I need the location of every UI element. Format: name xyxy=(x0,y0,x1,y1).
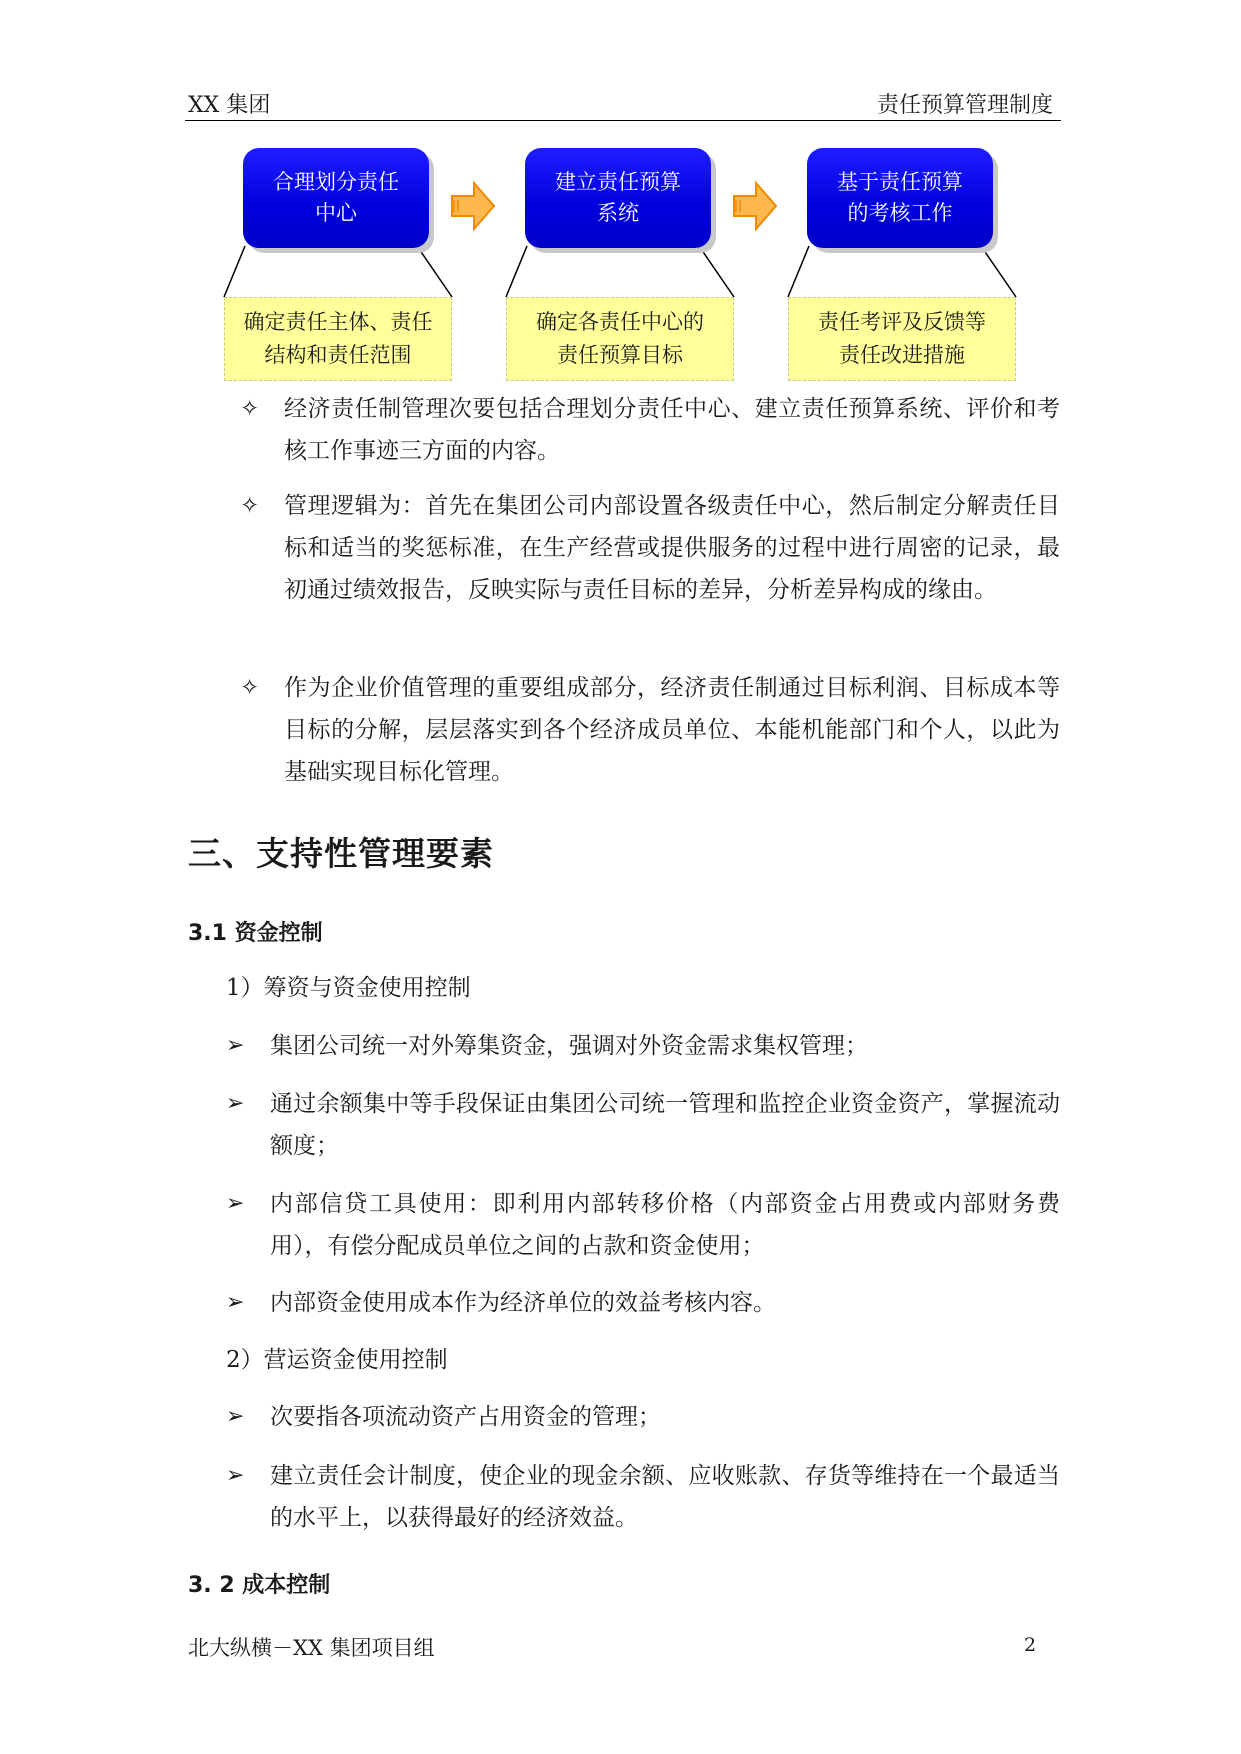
arrow-bullet-icon: ➢ xyxy=(226,1033,245,1058)
arrow-bullet-icon: ➢ xyxy=(226,1091,245,1116)
list-item-text: 建立责任会计制度，使企业的现金余额、应收账款、存货等维持在一个最适当的水平上，以获得最好的经济效益。 xyxy=(270,1463,1060,1531)
flow-step-1-box: 合理划分责任 中心 xyxy=(243,148,429,248)
bullet-text: 管理逻辑为：首先在集团公司内部设置各级责任中心，然后制定分解责任目标和适当的奖惩标准，在生产经营或提供服务的过程中进行周密的记录，最初通过绩效报告，反映实际与责任目标的差异，分析差异构成的缘由。 xyxy=(284,493,1060,603)
arrow-bullet-icon: ➢ xyxy=(226,1191,245,1216)
list-item-text: 内部信贷工具使用：即利用内部转移价格（内部资金占用费或内部财务费用），有偿分配成员单位之间的占款和资金使用； xyxy=(270,1191,1060,1259)
list-item-text: 内部资金使用成本作为经济单位的效益考核内容。 xyxy=(270,1290,776,1316)
bullet-text: 作为企业价值管理的重要组成部分，经济责任制通过目标利润、目标成本等目标的分解，层层落实到各个经济成员单位、本能机能部门和个人，以此为基础实现目标化管理。 xyxy=(284,675,1060,785)
list-item xyxy=(226,1282,1060,1324)
list-item xyxy=(226,1455,1060,1539)
subsection-heading-3-1: 3.1 资金控制 xyxy=(188,921,323,946)
flow-step-2-note: 确定各责任中心的 责任预算目标 xyxy=(506,297,734,381)
bullet-star-icon: ✧ xyxy=(240,396,260,422)
list-item xyxy=(226,1396,1060,1438)
list-item-text: 次要指各项流动资产占用资金的管理； xyxy=(270,1404,661,1430)
flow-step-1-note: 确定责任主体、责任 结构和责任范围 xyxy=(224,297,452,381)
footer-project: 北大纵横－XX 集团项目组 xyxy=(188,1636,435,1660)
bullet-star-icon: ✧ xyxy=(240,493,260,519)
list-item-text: 通过余额集中等手段保证由集团公司统一管理和监控企业资金资产，掌握流动额度； xyxy=(270,1091,1060,1159)
flow-step-3-note: 责任考评及反馈等 责任改进措施 xyxy=(788,297,1016,381)
part-1-title: 1）筹资与资金使用控制 xyxy=(226,975,471,1001)
right-arrow-icon xyxy=(732,180,778,232)
bullet-item xyxy=(240,388,1060,472)
arrow-bullet-icon: ➢ xyxy=(226,1463,245,1488)
header-doc-title: 责任预算管理制度 xyxy=(876,93,1053,118)
list-item xyxy=(226,1083,1060,1167)
page-number: 2 xyxy=(1024,1634,1037,1656)
header-divider xyxy=(185,120,1061,121)
arrow-bullet-icon: ➢ xyxy=(226,1290,245,1315)
header-company: XX 集团 xyxy=(188,93,271,118)
part-2-title: 2）营运资金使用控制 xyxy=(226,1347,448,1373)
bullet-star-icon: ✧ xyxy=(240,675,260,701)
right-arrow-icon xyxy=(450,180,496,232)
flow-step-2-box: 建立责任预算 系统 xyxy=(525,148,711,248)
list-item xyxy=(226,1025,1060,1067)
arrow-bullet-icon: ➢ xyxy=(226,1404,245,1429)
list-item xyxy=(226,1183,1060,1267)
bullet-item xyxy=(240,667,1060,793)
subsection-heading-3-2: 3. 2 成本控制 xyxy=(188,1573,331,1598)
flow-step-3-box: 基于责任预算 的考核工作 xyxy=(807,148,993,248)
bullet-item xyxy=(240,485,1060,611)
bullet-text: 经济责任制管理次要包括合理划分责任中心、建立责任预算系统、评价和考核工作事迹三方面的内容。 xyxy=(284,396,1060,464)
list-item-text: 集团公司统一对外筹集资金，强调对外资金需求集权管理； xyxy=(270,1033,868,1059)
section-heading: 三、支持性管理要素 xyxy=(188,834,494,873)
